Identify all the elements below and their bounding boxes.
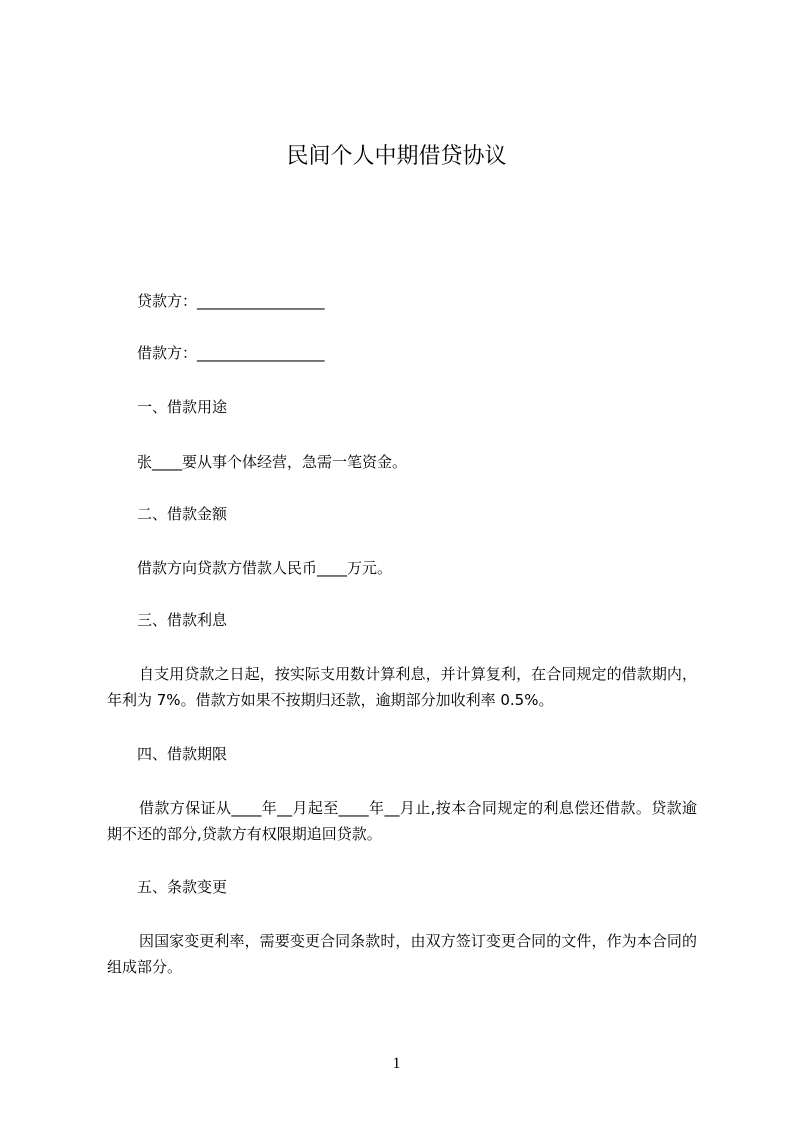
section-text-interest: 自支用贷款之日起，按实际支用数计算利息，并计算复利，在合同规定的借款期内，年利为 7%。借款方如果不按期归还款，逾期部分加收利率 0.5%。 [107,665,697,709]
section-heading-term: 四、借款期限 [137,745,228,763]
section-heading-amendment: 五、条款变更 [137,878,228,896]
lender-line: 贷款方：_________________ [137,292,325,310]
section-text-term: 借款方保证从____年__月起至____年__月止,按本合同规定的利息偿还借款。贷款逾期不还的部分,贷款方有权限期追回贷款。 [107,799,697,843]
page-number: 1 [392,1055,401,1072]
page-title: 民间个人中期借贷协议 [286,144,507,169]
section-heading-interest: 三、借款利息 [137,611,228,629]
borrower-line: 借款方：_________________ [137,344,325,362]
section-heading-purpose: 一、借款用途 [137,398,228,416]
section-text-amendment: 因国家变更利率，需要变更合同条款时，由双方签订变更合同的文件，作为本合同的组成部分。 [107,932,697,976]
section-text-amount: 借款方向贷款方借款人民币____万元。 [137,559,393,577]
section-text-purpose: 张____要从事个体经营，急需一笔资金。 [137,453,408,471]
section-heading-amount: 二、借款金额 [137,505,228,523]
